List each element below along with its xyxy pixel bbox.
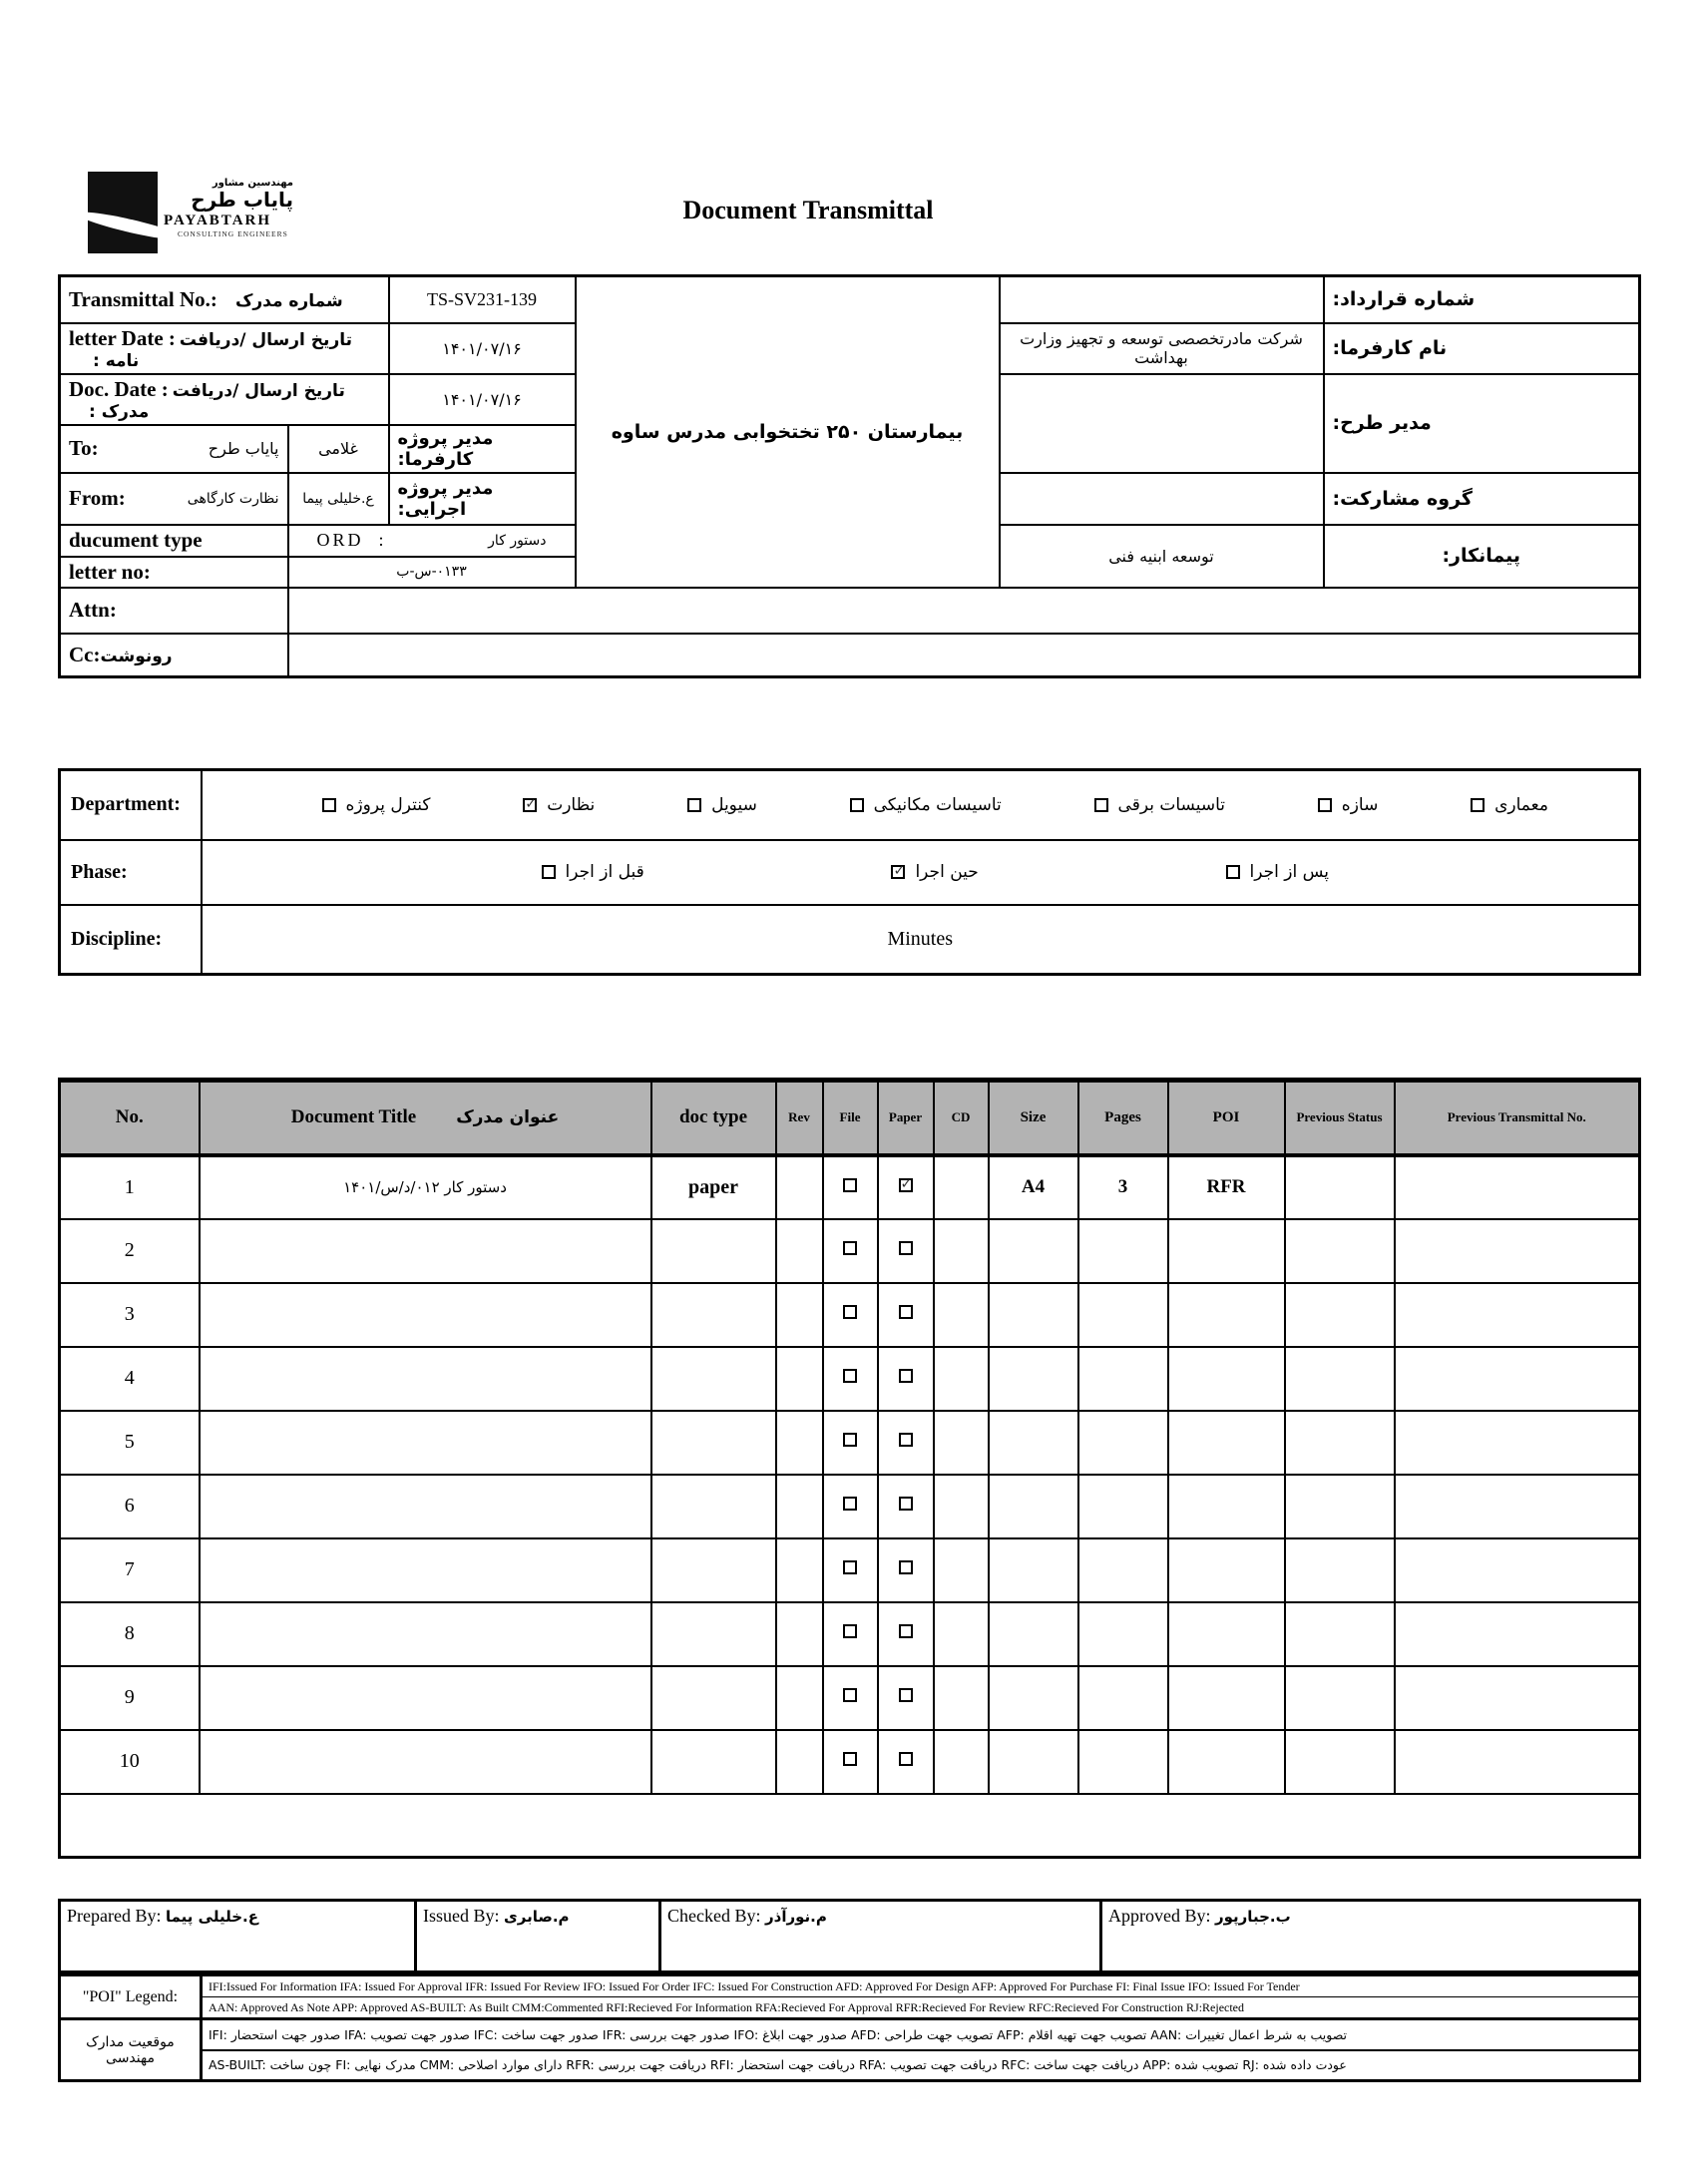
- doc-row-prev-status: [1285, 1730, 1395, 1794]
- document-row: [60, 1538, 1640, 1602]
- doc-row-rev: [776, 1475, 823, 1538]
- supervision-checkbox[interactable]: [523, 798, 537, 812]
- doc-row-paper: [878, 1347, 934, 1411]
- doc-row-pages: [1078, 1666, 1168, 1730]
- doc-row-cd: [934, 1219, 989, 1283]
- doc-row-file: [823, 1475, 878, 1538]
- col-header-doctype: doc type: [651, 1081, 776, 1155]
- letter-no-label: letter no:: [60, 557, 288, 588]
- issued-by-name: م.صابری: [504, 1908, 570, 1926]
- contract-no-label: شماره قرارداد:: [1324, 276, 1640, 323]
- doc-row-size: [989, 1666, 1078, 1730]
- document-row: [60, 1602, 1640, 1666]
- doc-row-title: [200, 1219, 651, 1283]
- civil-checkbox[interactable]: [687, 798, 701, 812]
- doc-row-size: [989, 1475, 1078, 1538]
- document-type-code: ORD :: [316, 530, 387, 550]
- file-checkbox[interactable]: [843, 1752, 857, 1766]
- file-checkbox[interactable]: [843, 1688, 857, 1702]
- doc-row-file: [823, 1602, 878, 1666]
- doc-row-poi: [1168, 1347, 1285, 1411]
- col-header-no: No.: [60, 1081, 200, 1155]
- transmittal-no-label-cell: [60, 276, 389, 323]
- doc-row-size: [989, 1347, 1078, 1411]
- department-option-supervision: ✓ نظارت: [523, 795, 595, 815]
- doc-row-paper: [878, 1666, 934, 1730]
- to-cell: [60, 425, 288, 473]
- doc-row-cd: [934, 1538, 989, 1602]
- document-row: [60, 1155, 1640, 1219]
- signature-table: [58, 1899, 1641, 1973]
- doc-row-size: [989, 1602, 1078, 1666]
- doc-row-poi: [1168, 1475, 1285, 1538]
- col-header-poi: POI: [1168, 1081, 1285, 1155]
- document-row: [60, 1347, 1640, 1411]
- department-option-mechanical: تاسیسات مکانیکی: [850, 795, 1002, 815]
- fa-legend-line1: IFI: صدور جهت استحضار IFA: صدور جهت تصویب IFC: صدور جهت ساخت IFR: صدور جهت بررسی IFO: صدور جهت ابلاغ AFD: تصویب جهت طراحی AFP: تصویب جهت تهیه اقلام AAN: تصویب به شرط اعمال تغییرات: [202, 2019, 1640, 2050]
- document-row: [60, 1730, 1640, 1794]
- doc-row-doctype: [651, 1730, 776, 1794]
- contract-no-value: [1000, 276, 1324, 323]
- col-header-size: Size: [989, 1081, 1078, 1155]
- cc-value: [288, 634, 1640, 677]
- department-label: Department:: [60, 770, 202, 840]
- doc-row-no: 7: [60, 1538, 200, 1602]
- doc-row-pages: [1078, 1411, 1168, 1475]
- doc-row-file: [823, 1155, 878, 1219]
- doc-row-no: 3: [60, 1283, 200, 1347]
- remarks-empty-area: [60, 1794, 1640, 1858]
- doc-row-doctype: [651, 1475, 776, 1538]
- logo-subtitle: CONSULTING ENGINEERS: [178, 229, 288, 238]
- doc-row-doctype: [651, 1347, 776, 1411]
- document-row: [60, 1219, 1640, 1283]
- doc-date-label: Doc. Date :: [69, 376, 169, 401]
- issued-by-cell: Issued By: م.صابری: [416, 1901, 660, 1972]
- file-checkbox[interactable]: [843, 1624, 857, 1638]
- to-name: پایاب طرح: [208, 439, 279, 458]
- doc-row-rev: [776, 1411, 823, 1475]
- contractor-label: پیمانکار:: [1324, 525, 1640, 588]
- doc-row-title: [200, 1666, 651, 1730]
- phase-option-before: قبل از اجرا: [542, 862, 644, 882]
- doc-row-poi: [1168, 1219, 1285, 1283]
- doc-row-cd: [934, 1602, 989, 1666]
- doc-row-rev: [776, 1219, 823, 1283]
- doc-row-cd: [934, 1666, 989, 1730]
- transmittal-no-value: TS-SV231-139: [389, 276, 576, 323]
- doc-row-pages: 3: [1078, 1155, 1168, 1219]
- file-checkbox[interactable]: [843, 1178, 857, 1192]
- from-label: From:: [69, 486, 126, 510]
- doc-row-paper: [878, 1283, 934, 1347]
- letter-date-value: ۱۴۰۱/۰۷/۱۶: [389, 323, 576, 374]
- doc-row-cd: [934, 1475, 989, 1538]
- approved-by-cell: Approved By: ب.جبارپور: [1101, 1901, 1640, 1972]
- doc-row-title: [200, 1538, 651, 1602]
- doc-row-prev-transmittal: [1395, 1730, 1640, 1794]
- during-execution-checkbox[interactable]: [891, 865, 905, 879]
- department-option-control-project: کنترل پروژه: [322, 795, 431, 815]
- control-project-checkbox[interactable]: [322, 798, 336, 812]
- cc-label: Cc:: [69, 642, 101, 666]
- doc-row-no: 6: [60, 1475, 200, 1538]
- paper-checkbox[interactable]: [899, 1752, 913, 1766]
- doc-row-size: [989, 1283, 1078, 1347]
- doc-row-rev: [776, 1347, 823, 1411]
- col-header-title: Document Title عنوان مدرک: [200, 1081, 651, 1155]
- file-checkbox[interactable]: [843, 1305, 857, 1319]
- structure-checkbox[interactable]: [1318, 798, 1332, 812]
- after-execution-checkbox[interactable]: [1226, 865, 1240, 879]
- to-label: To:: [69, 436, 99, 460]
- paper-checkbox[interactable]: [899, 1178, 913, 1192]
- doc-row-prev-status: [1285, 1347, 1395, 1411]
- doc-row-pages: [1078, 1475, 1168, 1538]
- doc-row-prev-status: [1285, 1538, 1395, 1602]
- poi-legend-label: "POI" Legend:: [60, 1975, 202, 2019]
- doc-row-rev: [776, 1155, 823, 1219]
- project-name: بیمارستان ۲۵۰ تختخوابی مدرس ساوه: [576, 276, 1000, 588]
- doc-row-title: [200, 1283, 651, 1347]
- client-name-value: شرکت مادرتخصصی توسعه و تجهیز وزارت بهداشت: [1000, 323, 1324, 374]
- prepared-by-name: ع.خلیلی پیما: [165, 1908, 258, 1926]
- doc-row-file: [823, 1347, 878, 1411]
- file-checkbox[interactable]: [843, 1497, 857, 1511]
- letter-date-label-cell: [60, 323, 389, 374]
- doc-row-doctype: [651, 1411, 776, 1475]
- file-checkbox[interactable]: [843, 1560, 857, 1574]
- fa-legend-line2: AS-BUILT: چون ساخت FI: مدرک نهایی CMM: دارای موارد اصلاحی RFR: دریافت جهت بررسی RFI: دریافت جهت استحضار RFA: دریافت جهت تصویب RFC: دریافت جهت ساخت APP: تصویب شده RJ: عودت داده شده: [202, 2050, 1640, 2081]
- doc-row-no: 9: [60, 1666, 200, 1730]
- doc-row-prev-transmittal: [1395, 1538, 1640, 1602]
- from-cell: [60, 473, 288, 525]
- doc-row-no: 8: [60, 1602, 200, 1666]
- doc-row-prev-status: [1285, 1666, 1395, 1730]
- electrical-checkbox[interactable]: [1094, 798, 1108, 812]
- doc-row-rev: [776, 1730, 823, 1794]
- doc-row-doctype: paper: [651, 1155, 776, 1219]
- discipline-label: Discipline:: [60, 905, 202, 975]
- document-type-value-cell: [288, 525, 576, 557]
- document-list-table: [58, 1078, 1641, 1859]
- doc-row-pages: [1078, 1538, 1168, 1602]
- doc-row-file: [823, 1283, 878, 1347]
- document-row: [60, 1283, 1640, 1347]
- doc-row-paper: [878, 1538, 934, 1602]
- phase-label: Phase:: [60, 840, 202, 905]
- department-options: [202, 770, 1640, 840]
- doc-row-paper: [878, 1411, 934, 1475]
- doc-row-rev: [776, 1602, 823, 1666]
- doc-row-size: A4: [989, 1155, 1078, 1219]
- contractor-value: توسعه ابنیه فنی: [1000, 525, 1324, 588]
- col-header-pages: Pages: [1078, 1081, 1168, 1155]
- doc-row-doctype: [651, 1283, 776, 1347]
- doc-row-pages: [1078, 1730, 1168, 1794]
- doc-row-rev: [776, 1538, 823, 1602]
- doc-row-no: 5: [60, 1411, 200, 1475]
- doc-row-prev-status: [1285, 1283, 1395, 1347]
- page-title: Document Transmittal: [682, 196, 934, 224]
- paper-checkbox[interactable]: [899, 1433, 913, 1447]
- doc-table-body: [60, 1155, 1640, 1794]
- doc-row-prev-status: [1285, 1602, 1395, 1666]
- doc-row-prev-transmittal: [1395, 1219, 1640, 1283]
- from-person: ع.خلیلی پیما: [288, 473, 389, 525]
- doc-row-pages: [1078, 1347, 1168, 1411]
- attn-value: [288, 588, 1640, 634]
- doc-row-poi: RFR: [1168, 1155, 1285, 1219]
- doc-row-size: [989, 1730, 1078, 1794]
- doc-row-cd: [934, 1283, 989, 1347]
- department-table: [58, 768, 1641, 976]
- department-option-electrical: تاسیسات برقی: [1094, 795, 1225, 815]
- file-checkbox[interactable]: [843, 1241, 857, 1255]
- doc-row-paper: [878, 1475, 934, 1538]
- poi-legend-en-line1: IFI:Issued For Information IFA: Issued For Approval IFR: Issued For Review IFO: Issued For Order IFC: Issued For Construction AFD: Approved For Design AFP: Approved For Purchase FI: Final Issue IFO: Issued For Tender: [202, 1975, 1640, 1997]
- discipline-value: Minutes: [202, 905, 1640, 975]
- before-execution-checkbox[interactable]: [542, 865, 556, 879]
- doc-row-prev-transmittal: [1395, 1666, 1640, 1730]
- department-option-structure: سازه: [1318, 795, 1379, 815]
- document-type-label: ducument type: [60, 525, 288, 557]
- doc-row-no: 1: [60, 1155, 200, 1219]
- doc-row-prev-transmittal: [1395, 1283, 1640, 1347]
- doc-row-cd: [934, 1155, 989, 1219]
- doc-row-rev: [776, 1283, 823, 1347]
- checked-by-name: م.نورآذر: [764, 1908, 827, 1926]
- letter-no-value: ۰۱۳۳-س-ب: [288, 557, 576, 588]
- architecture-checkbox[interactable]: [1471, 798, 1484, 812]
- logo-persian-name: پایاب طرح: [191, 188, 293, 212]
- file-checkbox[interactable]: [843, 1433, 857, 1447]
- doc-row-prev-status: [1285, 1411, 1395, 1475]
- cc-label-fa: رونوشت: [100, 646, 173, 666]
- partnership-value: [1000, 473, 1324, 525]
- doc-row-file: [823, 1411, 878, 1475]
- doc-row-size: [989, 1411, 1078, 1475]
- checked-by-cell: Checked By: م.نورآذر: [660, 1901, 1101, 1972]
- phase-option-during: ✓ حین اجرا: [891, 862, 978, 882]
- partnership-label: گروه مشارکت:: [1324, 473, 1640, 525]
- phase-option-after: پس از اجرا: [1226, 862, 1329, 882]
- poi-legend-table: [58, 1973, 1641, 2082]
- department-option-civil: سیویل: [687, 795, 757, 815]
- doc-row-title: [200, 1475, 651, 1538]
- poi-legend-en-line2: AAN: Approved As Note APP: Approved AS-BUILT: As Built CMM:Commented RFI:Recieved For Information RFA:Recieved For Approval RFR:Recieved For Review RFC:Recieved For Construction RJ:Rejected: [202, 1997, 1640, 2019]
- to-role-label: مدیر پروژه کارفرما:: [389, 425, 576, 473]
- doc-row-no: 2: [60, 1219, 200, 1283]
- doc-row-prev-transmittal: [1395, 1411, 1640, 1475]
- plan-manager-value: [1000, 374, 1324, 473]
- doc-row-pages: [1078, 1219, 1168, 1283]
- from-name: نظارت کارگاهی: [187, 490, 279, 507]
- paper-checkbox[interactable]: [899, 1688, 913, 1702]
- paper-checkbox[interactable]: [899, 1369, 913, 1383]
- doc-row-doctype: [651, 1602, 776, 1666]
- doc-date-label-fa: تاریخ ارسال /دریافت مدرک :: [89, 380, 345, 422]
- doc-row-size: [989, 1538, 1078, 1602]
- department-option-architecture: معماری: [1471, 795, 1548, 815]
- paper-checkbox[interactable]: [899, 1305, 913, 1319]
- letter-date-label-fa: تاریخ ارسال /دریافت نامه :: [93, 329, 352, 371]
- doc-row-poi: [1168, 1666, 1285, 1730]
- doc-row-pages: [1078, 1602, 1168, 1666]
- transmittal-no-label: Transmittal No.:: [69, 286, 217, 311]
- doc-row-prev-status: [1285, 1219, 1395, 1283]
- doc-row-doctype: [651, 1538, 776, 1602]
- doc-row-title: [200, 1347, 651, 1411]
- paper-checkbox[interactable]: [899, 1241, 913, 1255]
- doc-row-paper: [878, 1219, 934, 1283]
- logo-persian-tagline: مهندسین مشاور: [212, 178, 293, 189]
- doc-row-prev-transmittal: [1395, 1602, 1640, 1666]
- plan-manager-label: مدیر طرح:: [1324, 374, 1640, 473]
- doc-row-prev-transmittal: [1395, 1347, 1640, 1411]
- doc-row-paper: [878, 1730, 934, 1794]
- doc-date-label-cell: [60, 374, 389, 425]
- document-row: [60, 1475, 1640, 1538]
- transmittal-info-table: [58, 274, 1641, 678]
- doc-row-prev-transmittal: [1395, 1155, 1640, 1219]
- doc-row-pages: [1078, 1283, 1168, 1347]
- to-person: غلامی: [288, 425, 389, 473]
- logo-latin-name: PAYABTARH: [164, 213, 272, 228]
- file-checkbox[interactable]: [843, 1369, 857, 1383]
- col-header-rev: Rev: [776, 1081, 823, 1155]
- doc-row-doctype: [651, 1666, 776, 1730]
- approved-by-name: ب.جبارپور: [1215, 1908, 1291, 1926]
- doc-row-no: 10: [60, 1730, 200, 1794]
- doc-row-cd: [934, 1347, 989, 1411]
- from-role-label: مدیر پروژه اجرایی:: [389, 473, 576, 525]
- paper-checkbox[interactable]: [899, 1497, 913, 1511]
- letter-date-label: letter Date :: [69, 325, 176, 350]
- doc-row-title: [200, 1730, 651, 1794]
- doc-row-poi: [1168, 1283, 1285, 1347]
- col-header-prev-transmittal: Previous Transmittal No.: [1395, 1081, 1640, 1155]
- transmittal-no-label-fa: شماره مدرک: [234, 290, 343, 311]
- document-row: [60, 1666, 1640, 1730]
- doc-row-prev-transmittal: [1395, 1475, 1640, 1538]
- client-name-label: نام کارفرما:: [1324, 323, 1640, 374]
- doc-row-poi: [1168, 1411, 1285, 1475]
- doc-row-title: دستور کار ۰۱۲/د/س/۱۴۰۱: [200, 1155, 651, 1219]
- doc-row-prev-status: [1285, 1155, 1395, 1219]
- doc-row-title: [200, 1411, 651, 1475]
- doc-row-poi: [1168, 1730, 1285, 1794]
- mechanical-checkbox[interactable]: [850, 798, 864, 812]
- doc-row-file: [823, 1666, 878, 1730]
- doc-row-title: [200, 1602, 651, 1666]
- doc-row-size: [989, 1219, 1078, 1283]
- cc-label-cell: [60, 634, 288, 677]
- document-type-fa: دستور کار: [488, 532, 547, 549]
- doc-row-file: [823, 1219, 878, 1283]
- col-header-paper: Paper: [878, 1081, 934, 1155]
- doc-row-file: [823, 1730, 878, 1794]
- doc-row-file: [823, 1538, 878, 1602]
- doc-row-cd: [934, 1411, 989, 1475]
- phase-options: [202, 840, 1640, 905]
- paper-checkbox[interactable]: [899, 1560, 913, 1574]
- prepared-by-cell: Prepared By: ع.خلیلی پیما: [60, 1901, 416, 1972]
- col-header-prev-status: Previous Status: [1285, 1081, 1395, 1155]
- doc-row-rev: [776, 1666, 823, 1730]
- attn-label: Attn:: [60, 588, 288, 634]
- paper-checkbox[interactable]: [899, 1624, 913, 1638]
- doc-row-poi: [1168, 1602, 1285, 1666]
- col-header-file: File: [823, 1081, 878, 1155]
- doc-row-prev-status: [1285, 1475, 1395, 1538]
- doc-row-no: 4: [60, 1347, 200, 1411]
- doc-row-paper: [878, 1155, 934, 1219]
- col-header-cd: CD: [934, 1081, 989, 1155]
- document-row: [60, 1411, 1640, 1475]
- doc-row-doctype: [651, 1219, 776, 1283]
- doc-row-poi: [1168, 1538, 1285, 1602]
- doc-row-cd: [934, 1730, 989, 1794]
- doc-row-paper: [878, 1602, 934, 1666]
- doc-date-value: ۱۴۰۱/۰۷/۱۶: [389, 374, 576, 425]
- fa-legend-label: موقعیت مدارک مهندسی: [60, 2019, 202, 2081]
